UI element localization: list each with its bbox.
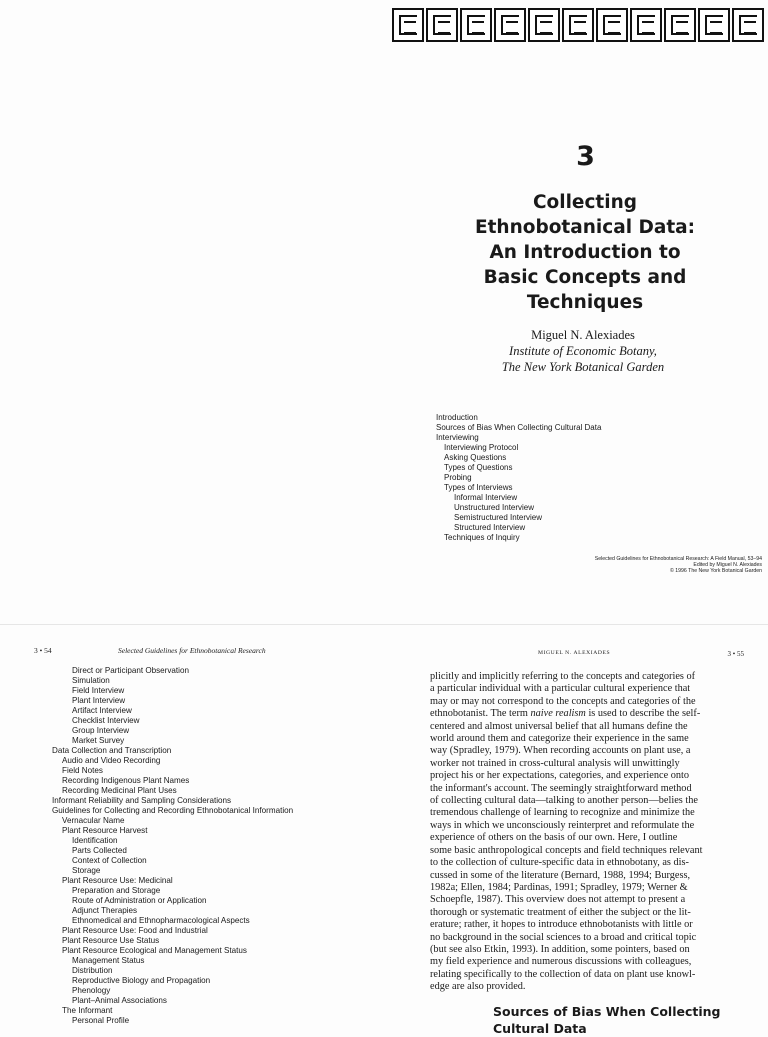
toc-item: Informal Interview xyxy=(454,493,518,502)
ornament-icon xyxy=(494,8,526,42)
toc-item: Interviewing Protocol xyxy=(444,443,519,452)
outline-item: Direct or Participant Observation xyxy=(72,666,189,675)
ornament-icon xyxy=(460,8,492,42)
toc-item: Interviewing xyxy=(436,433,479,442)
title-line: Collecting xyxy=(532,192,638,213)
outline-item: Guidelines for Collecting and Recording Ethnobotanical Information xyxy=(52,806,294,815)
chapter-contents xyxy=(436,413,601,543)
ornament-icon xyxy=(392,8,424,42)
body-text xyxy=(430,671,716,994)
outline-item: Recording Indigenous Plant Names xyxy=(62,776,190,785)
body-line: 1982a; Ellen, 1984; Pardinas, 1991; Spradley, 1979; Werner & xyxy=(430,881,688,893)
body-line: thorough or systematic treatment of either the subject or the lit- xyxy=(430,906,691,918)
ornament-icon xyxy=(630,8,662,42)
contents-continued xyxy=(52,666,293,1026)
left-running-head: Selected Guidelines for Ethnobotanical Research xyxy=(118,646,266,655)
ornament-icon xyxy=(596,8,628,42)
outline-item: Informant Reliability and Sampling Considerations xyxy=(52,796,232,805)
decorative-band xyxy=(392,8,768,44)
right-page-number: 3 • 55 xyxy=(727,650,744,658)
body-line: to the collection of culture-specific data in ethnobotany, as dis- xyxy=(430,857,689,869)
chapter-number: 3 xyxy=(576,141,595,172)
outline-item: Checklist Interview xyxy=(72,716,140,725)
outline-item: Plant Interview xyxy=(72,696,126,705)
title-line: An Introduction to xyxy=(489,242,681,263)
left-page-number: 3 • 54 xyxy=(34,646,52,655)
publication-credit xyxy=(480,556,762,575)
outline-item: Plant–Animal Associations xyxy=(72,996,167,1005)
outline-item: Ethnomedical and Ethnopharmacological Aspects xyxy=(72,916,250,925)
toc-item: Probing xyxy=(444,473,472,482)
outline-item: Preparation and Storage xyxy=(72,886,161,895)
toc-item: Semistructured Interview xyxy=(454,513,543,522)
body-line: Schoepfle, 1987). This overview does not attempt to present a xyxy=(430,894,686,906)
outline-item: Plant Resource Use Status xyxy=(62,936,160,945)
body-line: a particular individual with a particular cultural experience that xyxy=(430,683,691,695)
author-name: Miguel N. Alexiades xyxy=(531,328,635,342)
outline-item: Management Status xyxy=(72,956,145,965)
outline-item: Recording Medicinal Plant Uses xyxy=(62,786,177,795)
ornament-icon xyxy=(732,8,764,42)
body-line: some basic anthropological concepts and field techniques relevant xyxy=(430,844,703,856)
outline-item: Field Interview xyxy=(72,686,125,695)
outline-item: Audio and Video Recording xyxy=(62,756,161,765)
toc-item: Sources of Bias When Collecting Cultural Data xyxy=(436,423,602,432)
toc-item: Unstructured Interview xyxy=(454,503,535,512)
body-line: erature; rather, it hopes to introduce ethnobotanists with little or xyxy=(430,919,693,931)
body-line: ethnobotanist. The term naive realism is used to describe the self- xyxy=(430,708,701,720)
body-line: world around them and categorize their experience in the same xyxy=(430,733,689,745)
affiliation-line: Institute of Economic Botany, xyxy=(509,344,657,358)
body-line: ways in which we unconsciously reinterpret and reformulate the xyxy=(430,819,695,831)
heading-line: Sources of Bias When Collecting xyxy=(493,1004,721,1019)
toc-item: Types of Interviews xyxy=(444,483,513,492)
body-line: may or may not correspond to the concepts and categories of the xyxy=(430,695,696,707)
body-line: relating specifically to the collection of data on plant use knowl- xyxy=(430,968,696,980)
outline-item: Field Notes xyxy=(62,766,103,775)
body-line: of collecting cultural data—talking to another person—belies the xyxy=(430,795,698,807)
title-line: Ethnobotanical Data: xyxy=(474,217,696,238)
toc-item: Types of Questions xyxy=(444,463,513,472)
body-line: experience of others on the basis of our own. Here, I outline xyxy=(430,832,678,844)
outline-item: Personal Profile xyxy=(72,1016,130,1025)
outline-item: The Informant xyxy=(62,1006,113,1015)
author-block xyxy=(440,327,726,375)
toc-item: Techniques of Inquiry xyxy=(444,533,520,542)
outline-item: Adjunct Therapies xyxy=(72,906,138,915)
outline-item: Identification xyxy=(72,836,118,845)
title-line: Basic Concepts and xyxy=(483,267,687,288)
outline-item: Vernacular Name xyxy=(62,816,125,825)
section-heading xyxy=(493,1003,753,1037)
ornament-icon xyxy=(698,8,730,42)
outline-item: Simulation xyxy=(72,676,110,685)
outline-item: Plant Resource Ecological and Management Status xyxy=(62,946,247,955)
page-divider xyxy=(0,624,768,625)
ornament-icon xyxy=(664,8,696,42)
outline-item: Plant Resource Use: Medicinal xyxy=(62,876,173,885)
ornament-icon xyxy=(426,8,458,42)
outline-item: Plant Resource Harvest xyxy=(62,826,148,835)
body-line: way (Spradley, 1979). When recording accounts on plant use, a xyxy=(430,745,691,757)
heading-line: Cultural Data xyxy=(493,1021,587,1036)
ornament-icon xyxy=(528,8,560,42)
outline-item: Data Collection and Transcription xyxy=(52,746,172,755)
body-line: my field experience and numerous discussions with colleagues, xyxy=(430,956,692,968)
body-line: plicitly and implicitly referring to the concepts and categories of xyxy=(430,671,696,682)
credit-line: Edited by Miguel N. Alexiades xyxy=(693,562,762,569)
outline-item: Distribution xyxy=(72,966,113,975)
outline-item: Parts Collected xyxy=(72,846,127,855)
title-line: Techniques xyxy=(526,292,644,313)
outline-item: Group Interview xyxy=(72,726,130,735)
outline-item: Context of Collection xyxy=(72,856,147,865)
body-line: cussed in some of the literature (Bernard, 1988, 1994; Burgess, xyxy=(430,869,691,881)
outline-item: Plant Resource Use: Food and Industrial xyxy=(62,926,208,935)
body-line: the informant's account. The seemingly straightforward method xyxy=(430,782,692,794)
credit-line: Selected Guidelines for Ethnobotanical Research: A Field Manual, 53–94 xyxy=(594,556,762,562)
outline-item: Reproductive Biology and Propagation xyxy=(72,976,211,985)
chapter-title xyxy=(430,190,740,315)
right-running-head: MIGUEL N. ALEXIADES xyxy=(538,650,611,656)
outline-item: Artifact Interview xyxy=(72,706,132,715)
body-line: no background in the social sciences to a broad and critical topic xyxy=(430,931,697,943)
outline-item: Phenology xyxy=(72,986,111,995)
affiliation-line: The New York Botanical Garden xyxy=(501,360,665,374)
body-line: tremendous challenge of learning to recognize and minimize the xyxy=(430,807,695,819)
toc-item: Introduction xyxy=(436,413,478,422)
body-line: centered and almost universal belief that all humans define the xyxy=(430,720,688,732)
outline-item: Storage xyxy=(72,866,101,875)
toc-item: Structured Interview xyxy=(454,523,526,532)
credit-line: © 1996 The New York Botanical Garden xyxy=(670,568,762,575)
ornament-icon xyxy=(562,8,594,42)
body-line: (but see also Etkin, 1993). In addition, some pointers, based on xyxy=(430,943,690,955)
body-line: edge are also provided. xyxy=(430,981,526,993)
outline-item: Route of Administration or Application xyxy=(72,896,207,905)
body-line: worker not trained in cross-cultural analysis will unwittingly xyxy=(430,757,680,769)
body-line: project his or her expectations, categories, and experience onto xyxy=(430,770,690,782)
outline-item: Market Survey xyxy=(72,736,125,745)
author-affiliation xyxy=(440,343,726,375)
toc-item: Asking Questions xyxy=(444,453,507,462)
